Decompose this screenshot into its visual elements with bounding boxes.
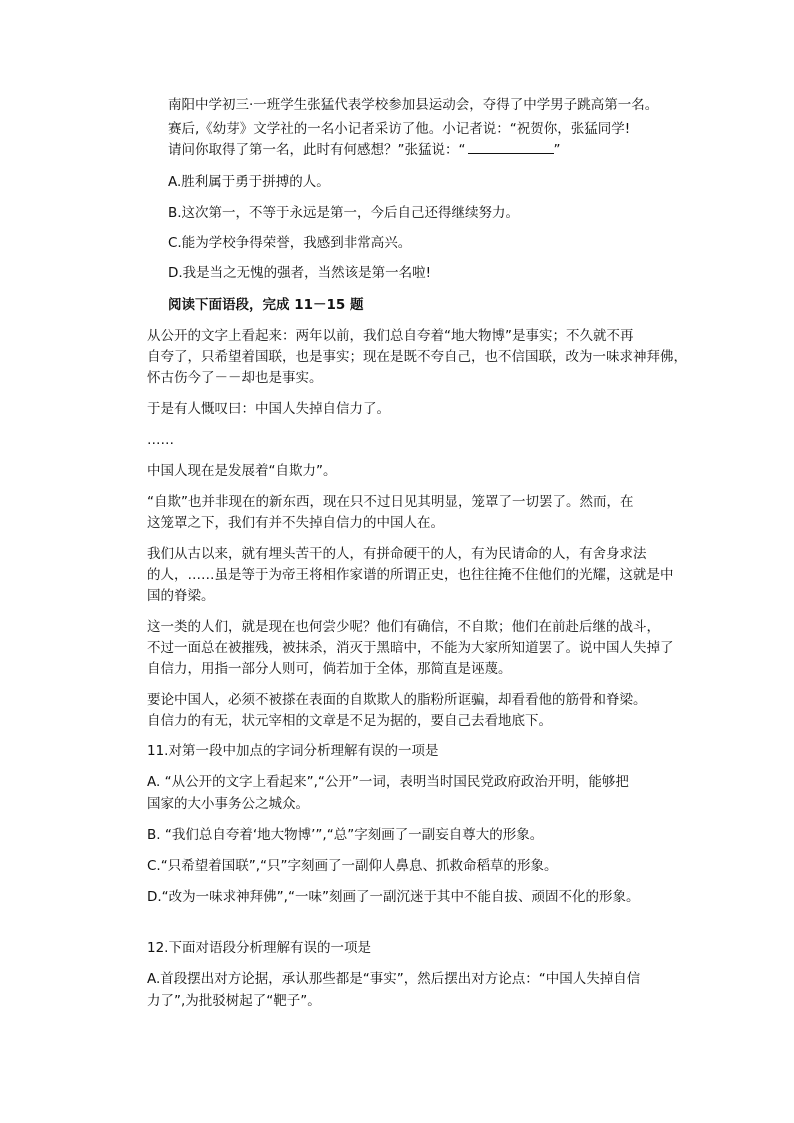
q10-stem-line1: 南阳中学初三·一班学生张猛代表学校参加县运动会，夺得了中学男子跳高第一名。 xyxy=(168,97,659,113)
q10-stem-line3-text: 请问你取得了第一名，此时有何感想？”张猛说：“ xyxy=(168,142,466,158)
q11-option-a-line2: 国家的大小事务公之城众。 xyxy=(147,796,309,812)
passage-p2: 于是有人慨叹曰：中国人失掉自信力了。 xyxy=(147,401,390,417)
q11-option-a-line1: A. “从公开的文字上看起来”,“公开”一词，表明当时国民党政府政治开明，能够把 xyxy=(147,774,629,790)
q10-option-d: D.我是当之无愧的强者，当然该是第一名啦! xyxy=(168,265,432,281)
passage-p6-line1: 这一类的人们，就是现在也何尝少呢？他们有确信，不自欺；他们在前赴后继的战斗， xyxy=(147,619,660,635)
q10-option-c: C.能为学校争得荣誉，我感到非常高兴。 xyxy=(168,235,412,251)
passage-p1-line3: 怀古伤今了－－却也是事实。 xyxy=(147,370,323,386)
q12-option-a-line1: A.首段摆出对方论据，承认那些都是“事实”，然后摆出对方论点：“中国人失掉自信 xyxy=(147,971,641,987)
q11-stem: 11.对第一段中加点的字词分析理解有误的一项是 xyxy=(147,743,439,759)
passage-p4-line1: “自欺”也并非现在的新东西，现在只不过日见其明显，笼罩了一切罢了。然而，在 xyxy=(147,494,634,510)
answer-blank xyxy=(468,141,554,154)
passage-p6-line2: 不过一面总在被摧残，被抹杀，消灭于黑暗中，不能为大家所知道罢了。说中国人失掉了 xyxy=(147,640,674,656)
passage-p5-line2: 的人，……虽是等于为帝王将相作家谱的所谓正史，也往往掩不住他们的光耀，这就是中 xyxy=(147,567,674,583)
passage-p1-line2: 自夸了，只希望着国联，也是事实；现在是既不夸自己，也不信国联，改为一味求神拜佛， xyxy=(147,349,687,365)
q11-option-d: D.“改为一味求神拜佛”,“一味”刻画了一副沉迷于其中不能自拔、顽固不化的形象。 xyxy=(147,889,640,905)
q10-stem-line2: 赛后,《幼芽》文学社的一名小记者采访了他。小记者说：“祝贺你，张猛同学! xyxy=(168,121,631,137)
passage-p7-line2: 自信力的有无，状元宰相的文章是不足为据的，要自己去看地底下。 xyxy=(147,713,552,729)
passage-p7-line1: 要论中国人，必须不被搽在表面的自欺欺人的脂粉所诓骗，却看看他的筋骨和脊梁。 xyxy=(147,692,647,708)
passage-p6-line3: 自信力，用指一部分人则可，倘若加于全体，那简直是诬蔑。 xyxy=(147,661,512,677)
q12-stem: 12.下面对语段分析理解有误的一项是 xyxy=(147,940,371,956)
section-heading: 阅读下面语段，完成 11－15 题 xyxy=(168,297,364,313)
q10-option-a: A.胜利属于勇于拼搏的人。 xyxy=(168,174,330,190)
passage-p3: 中国人现在是发展着“自欺力”。 xyxy=(147,463,337,479)
q11-option-c: C.“只希望着国联”,“只”字刻画了一副仰人鼻息、抓救命稻草的形象。 xyxy=(147,858,558,874)
passage-p4-line2: 这笼罩之下，我们有并不失掉自信力的中国人在。 xyxy=(147,515,444,531)
q10-stem-line3-close: ” xyxy=(553,142,561,158)
passage-p5-line3: 国的脊梁。 xyxy=(147,588,215,604)
q11-option-b: B. “我们总自夸着‘地大物博’”,“总”字刻画了一副妄自尊大的形象。 xyxy=(147,827,544,843)
passage-p5-line1: 我们从古以来，就有埋头苦干的人，有拼命硬干的人，有为民请命的人，有舍身求法 xyxy=(147,546,647,562)
passage-ellipsis: …… xyxy=(147,432,174,448)
passage-p1-line1: 从公开的文字上看起来：两年以前，我们总自夸着“地大物博”是事实；不久就不再 xyxy=(147,328,634,344)
q10-stem-line3 xyxy=(168,141,561,159)
q12-option-a-line2: 力了”,为批驳树起了“靶子”。 xyxy=(147,993,321,1009)
q10-option-b: B.这次第一，不等于永远是第一，今后自己还得继续努力。 xyxy=(168,205,520,221)
